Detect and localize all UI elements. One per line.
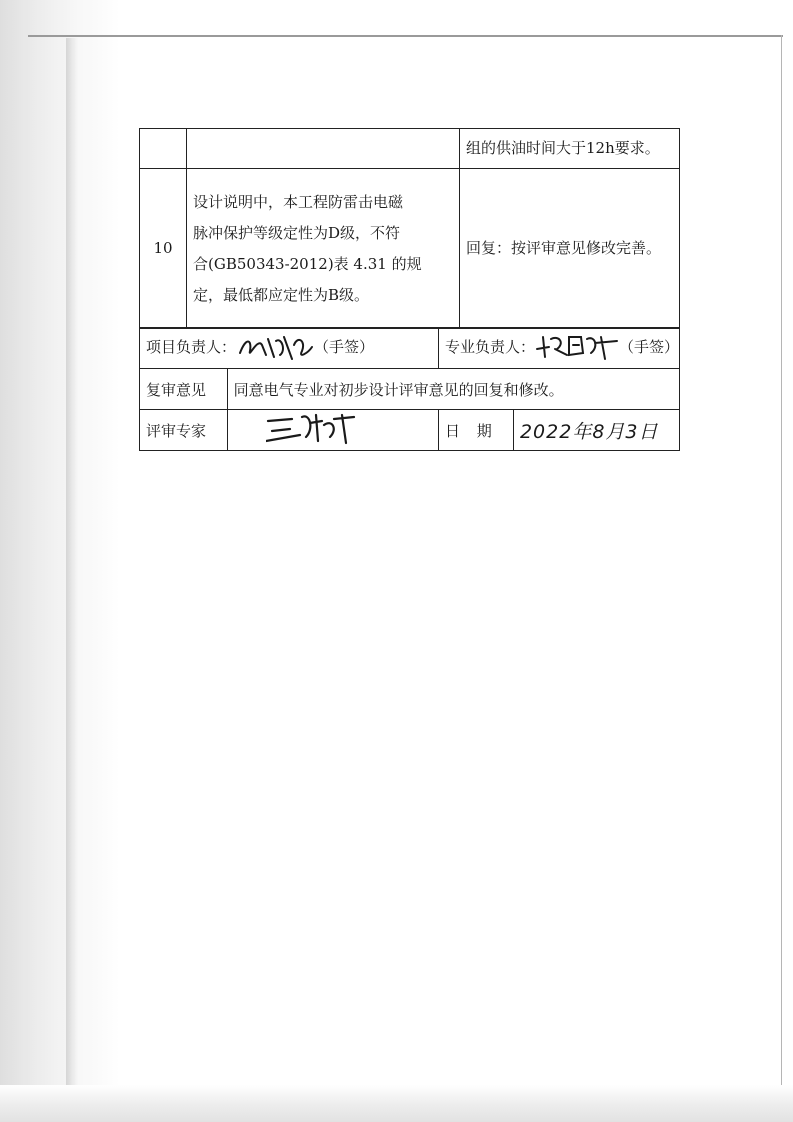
discipline-lead-label: 专业负责人： <box>444 338 535 356</box>
issue-cell <box>187 129 460 169</box>
scan-shadow-left <box>0 0 120 1122</box>
table-row <box>140 328 680 369</box>
reply-cell: 组的供油时间大于12h要求。 <box>460 129 680 169</box>
expert-label: 评审专家 <box>140 410 228 451</box>
issue-line: 定，最低都应定性为B级。 <box>193 285 370 304</box>
discipline-lead-suffix: （手签） <box>618 338 679 356</box>
project-lead-suffix: （手签） <box>314 338 375 356</box>
issue-cell <box>187 169 460 329</box>
reply-cell: 回复：按评审意见修改完善。 <box>460 169 680 329</box>
table-row <box>140 410 680 451</box>
scan-shadow-bottom <box>0 1085 793 1122</box>
recheck-label: 复审意见 <box>140 369 228 410</box>
review-comments-table <box>139 128 680 329</box>
row-number-cell: 10 <box>140 169 187 329</box>
scan-edge-top <box>28 35 783 37</box>
project-lead-signature <box>236 331 314 365</box>
scan-edge-right <box>781 35 782 1095</box>
expert-signature <box>227 410 438 451</box>
table-row <box>140 169 680 329</box>
issue-line: 脉冲保护等级定性为D级，不符 <box>193 223 401 242</box>
table-row <box>140 129 680 169</box>
discipline-lead-cell <box>438 328 679 369</box>
table-row <box>140 369 680 410</box>
handwritten-date: 2022年8月3日 <box>519 420 659 443</box>
sign-off-table <box>139 327 680 451</box>
issue-line: 设计说明中，本工程防雷击电磁 <box>193 192 404 211</box>
project-lead-cell <box>140 328 439 369</box>
date-label: 日 期 <box>438 410 513 451</box>
row-number-cell <box>140 129 187 169</box>
issue-line: 合(GB50343-2012)表 4.31 的规 <box>193 254 422 273</box>
discipline-lead-signature <box>535 331 619 365</box>
recheck-text: 同意电气专业对初步设计评审意见的回复和修改。 <box>227 369 679 410</box>
project-lead-label: 项目负责人： <box>146 338 237 356</box>
date-value <box>513 410 679 451</box>
